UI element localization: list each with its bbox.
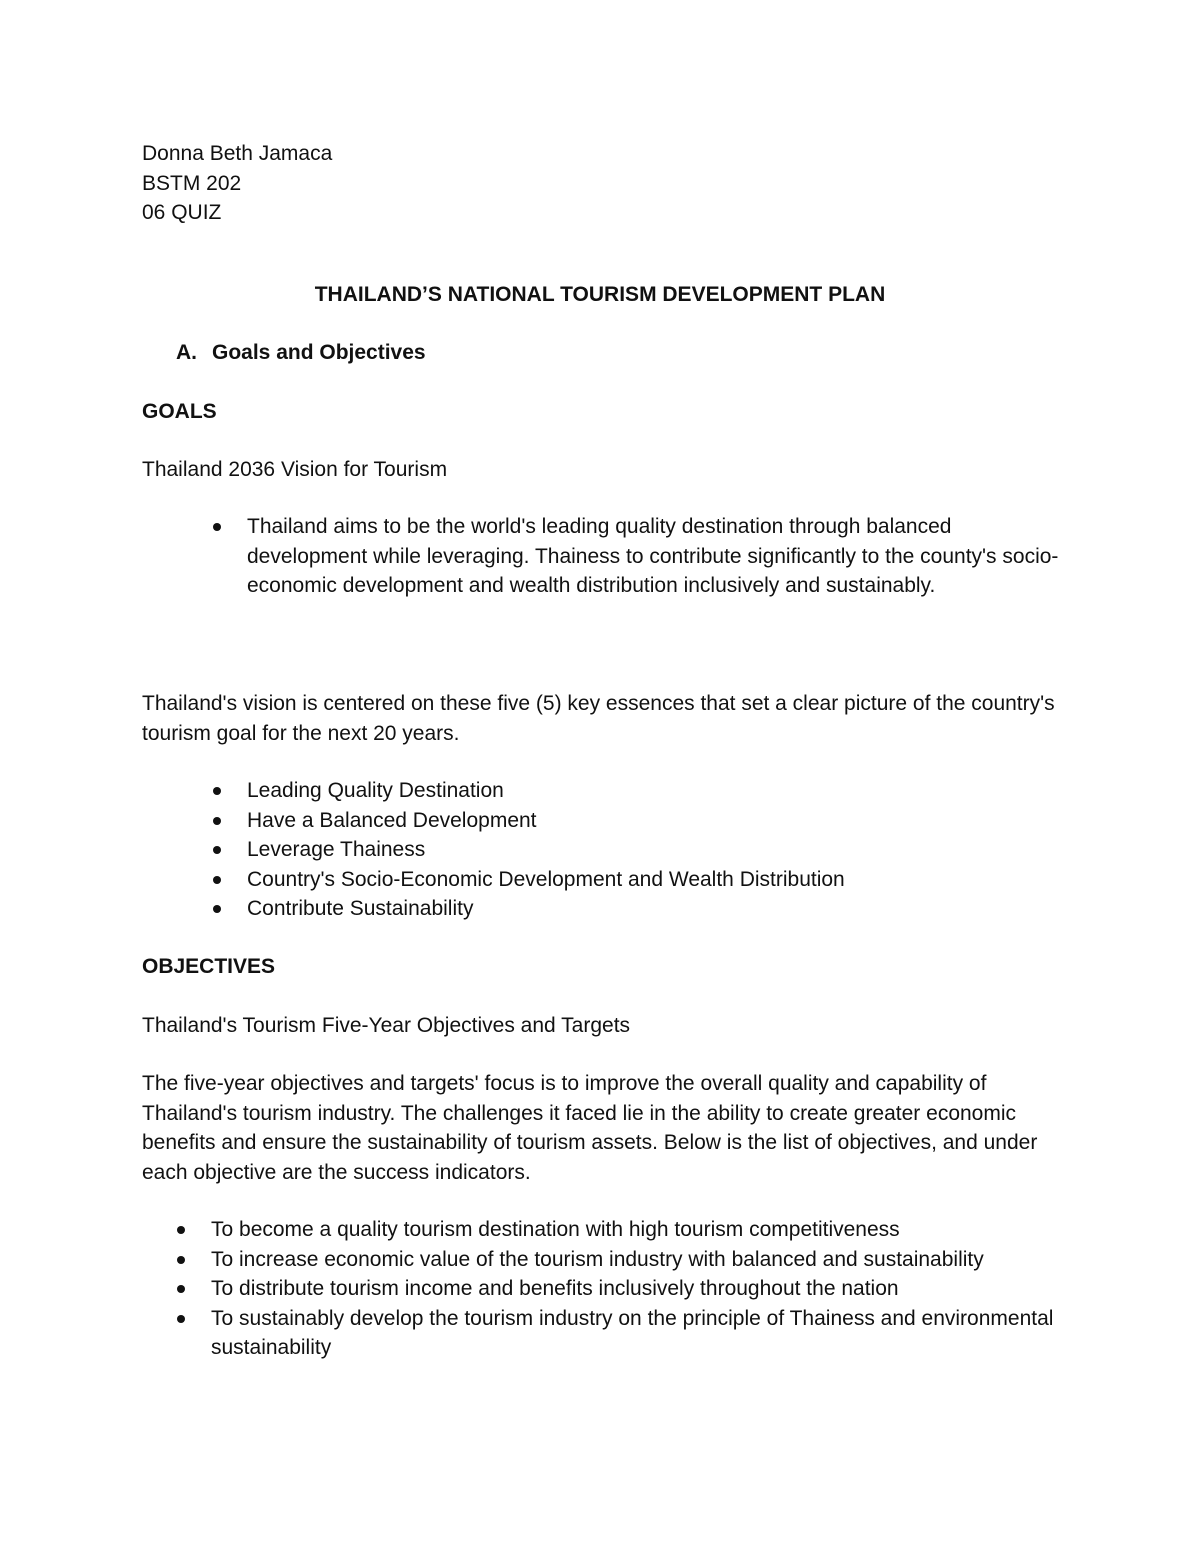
bullet-icon [177,1315,185,1323]
section-a-heading [176,338,426,367]
essences-bullet-list [247,776,1067,924]
document-title: THAILAND’S NATIONAL TOURISM DEVELOPMENT PLAN [314,283,886,306]
goals-heading: GOALS [142,400,217,423]
section-a-title: Goals and Objectives [212,341,426,364]
objective-text: To sustainably develop the tourism industry on the principle of Thainess and environmental sustainability [211,1306,1054,1359]
bullet-icon [213,876,221,884]
bullet-icon [177,1226,185,1234]
essence-text: Leverage Thainess [247,838,426,861]
list-item [247,835,1067,865]
list-item [211,1245,1071,1275]
bullet-icon [177,1285,185,1293]
vision-paragraph: Thailand's vision is centered on these five (5) key essences that set a clear picture of the country's tourism goal for the next 20 years. [142,692,1055,745]
list-item [247,865,1067,895]
objectives-heading: OBJECTIVES [142,955,276,978]
goals-subtitle: Thailand 2036 Vision for Tourism [142,458,448,481]
bullet-icon [213,846,221,854]
bullet-icon [177,1256,185,1264]
student-name: Donna Beth Jamaca [142,142,333,165]
essence-text: Contribute Sustainability [247,897,474,920]
essence-text: Have a Balanced Development [247,808,537,832]
section-a-letter: A. [176,341,197,364]
objectives-bullet-list [211,1215,1071,1363]
list-item [247,806,1067,836]
goals-bullet-list [247,512,1067,601]
objective-text: To distribute tourism income and benefits inclusively throughout the nation [211,1277,899,1300]
assignment-label: 06 QUIZ [142,201,222,224]
objective-text: To increase economic value of the tourism industry with balanced and sustainability [211,1247,984,1271]
student-header [142,139,332,228]
essence-text: Leading Quality Destination [247,779,504,802]
list-item [247,512,1067,601]
list-item [247,776,1067,806]
bullet-icon [213,523,221,531]
list-item [211,1215,1071,1245]
course-code: BSTM 202 [142,171,242,195]
objective-text: To become a quality tourism destination with high tourism competitiveness [211,1218,900,1241]
objectives-subtitle: Thailand's Tourism Five-Year Objectives and Targets [142,1014,631,1037]
list-item [211,1304,1071,1363]
bullet-icon [213,817,221,825]
objectives-paragraph: The five-year objectives and targets' focus is to improve the overall quality and capability of Thailand's tourism industry. The challenges it faced lie in the ability to create greater economic benefits and ensure the sustainability of tourism assets. Below is the list of objectives, and under each objective are the success indicators. [142,1072,1038,1184]
list-item [247,894,1067,924]
essence-text: Country's Socio-Economic Development and Wealth Distribution [247,867,845,891]
goal-bullet-text: Thailand aims to be the world's leading quality destination through balanced development while leveraging. Thainess to contribute significantly to the county's socio-economic development and wealth distribution inclusively and sustainably. [247,515,1059,597]
list-item [211,1274,1071,1304]
bullet-icon [213,905,221,913]
bullet-icon [213,787,221,795]
